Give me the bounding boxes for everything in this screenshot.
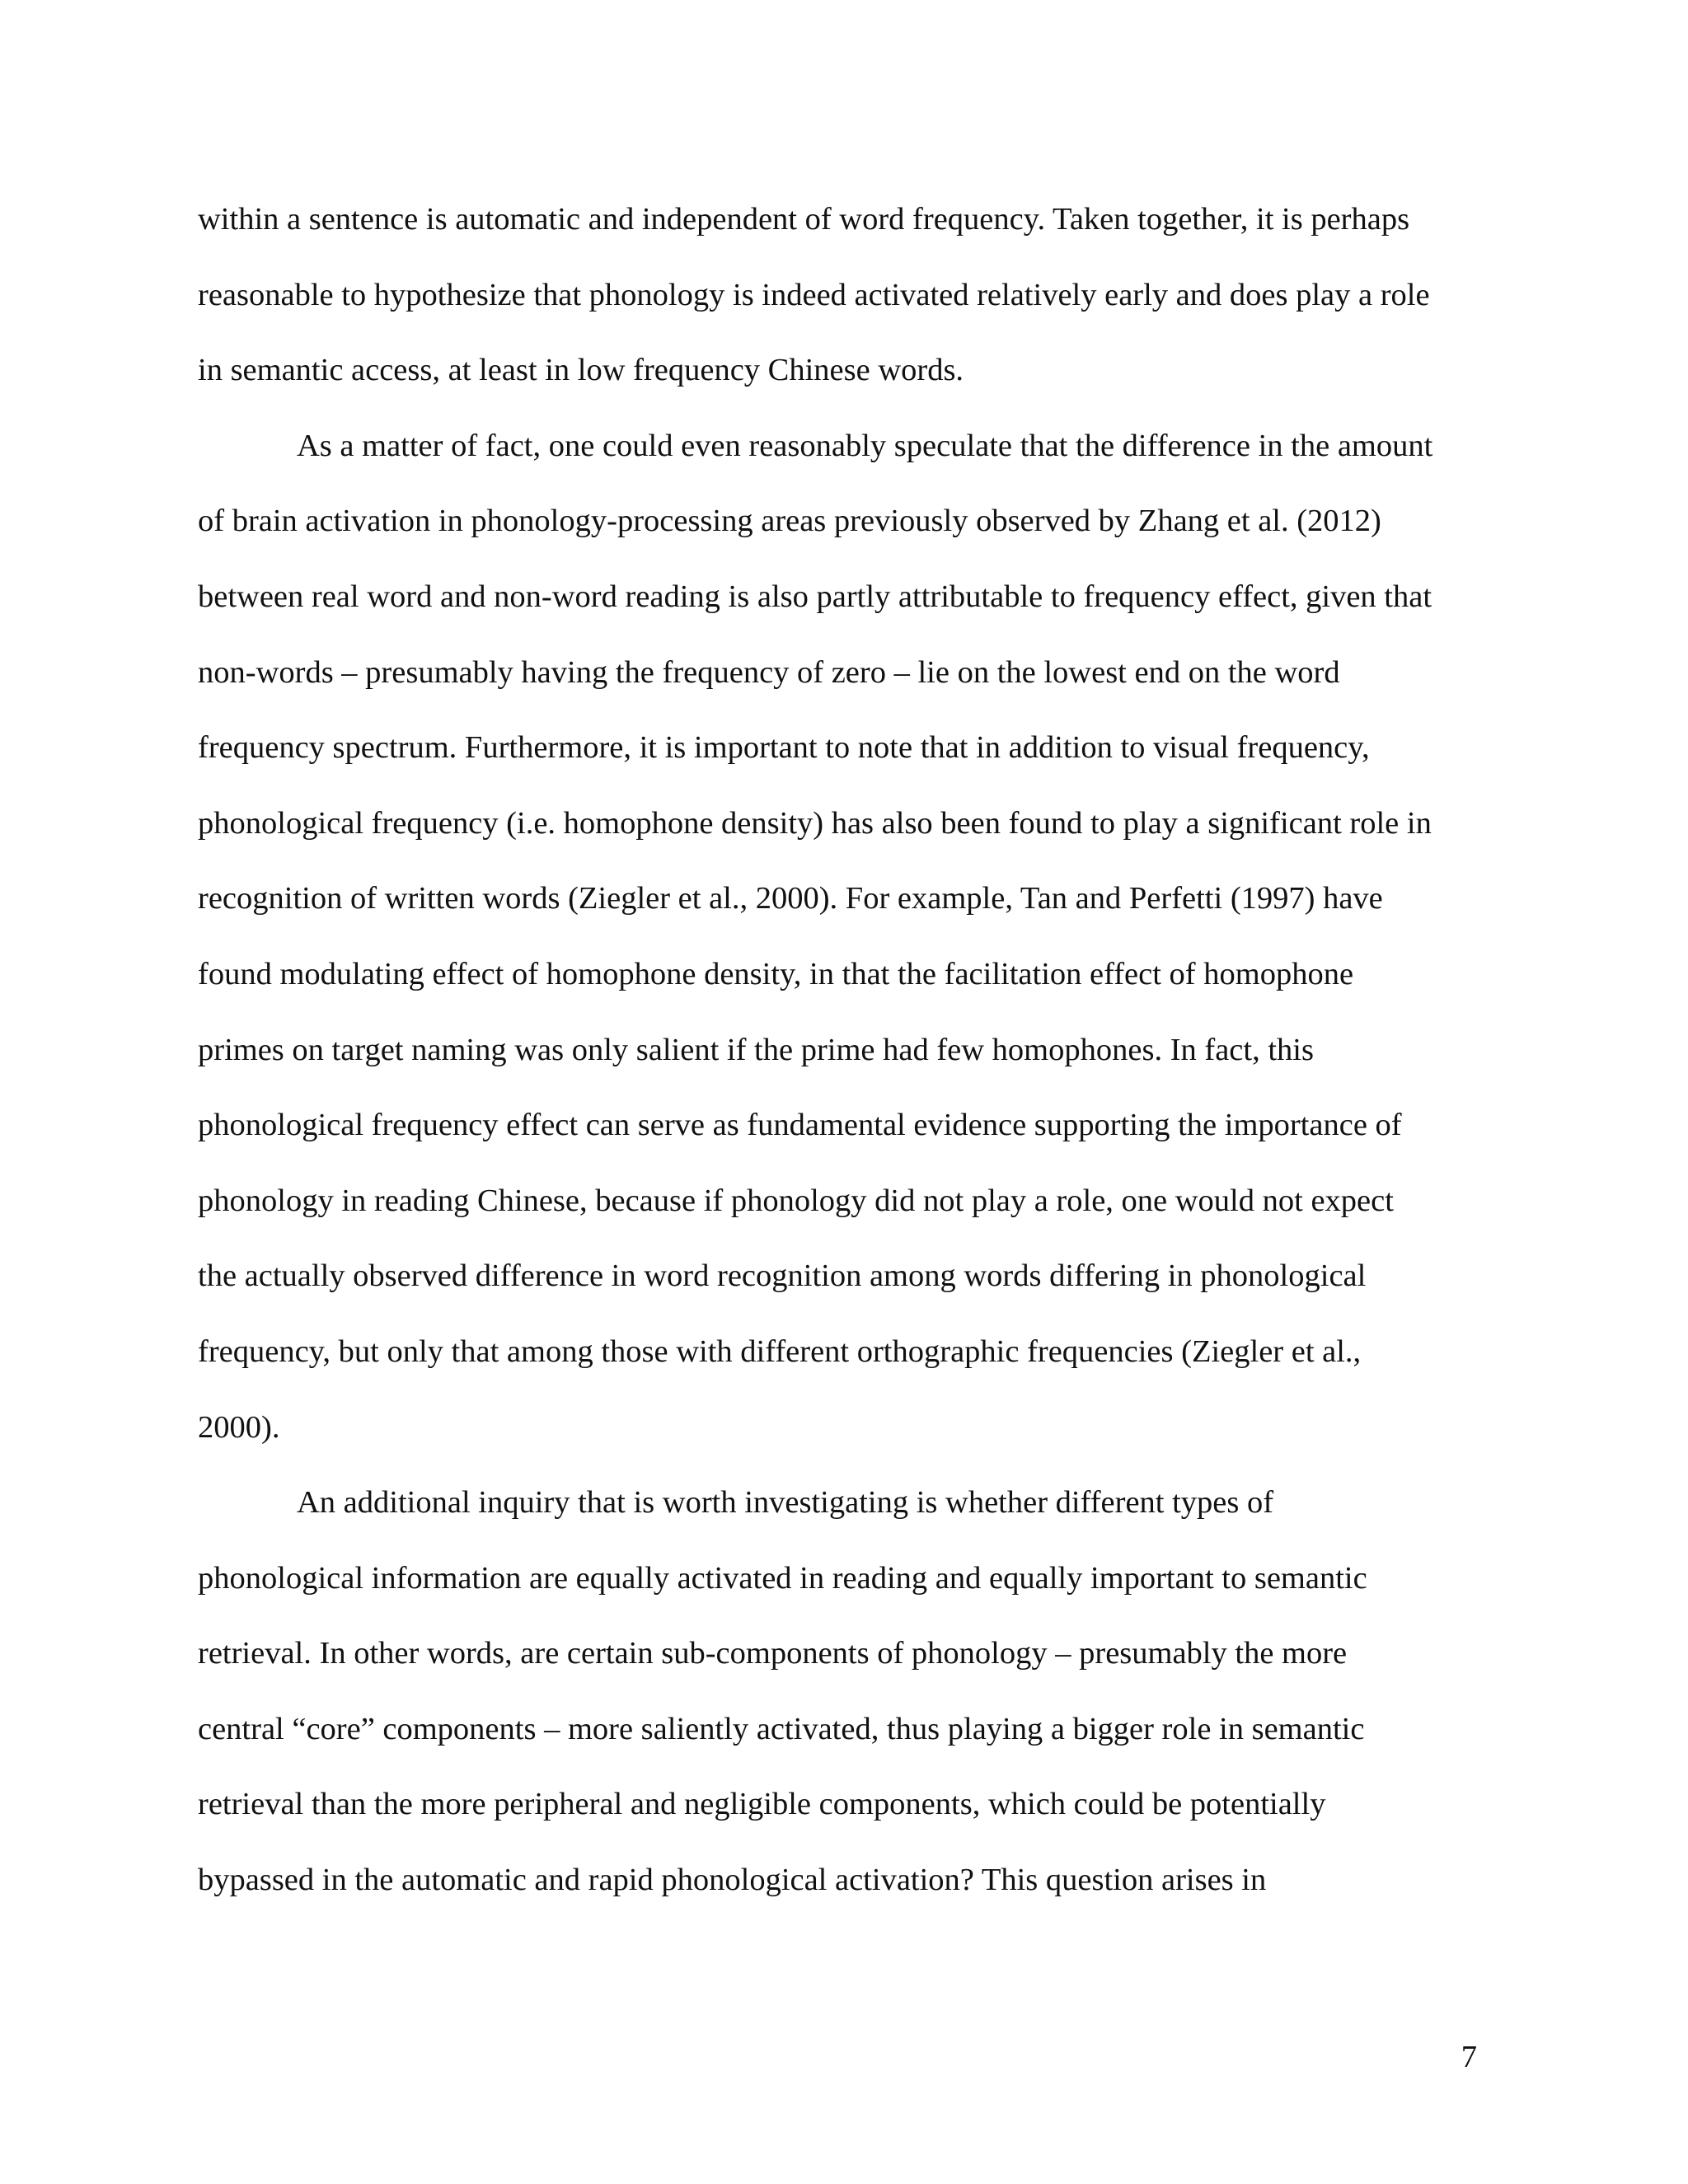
text-line: An additional inquiry that is worth investigating is whether different types of <box>297 1485 1274 1521</box>
paragraph <box>198 421 1492 1478</box>
text-line: in semantic access, at least in low frequency Chinese words. <box>198 353 964 388</box>
text-line: phonological frequency effect can serve as fundamental evidence supporting the importance of <box>198 1108 1402 1143</box>
text-line: bypassed in the automatic and rapid phonological activation? This question arises in <box>198 1863 1267 1898</box>
text-line: the actually observed difference in word recognition among words differing in phonological <box>198 1258 1367 1294</box>
text-line: central “core” components – more saliently activated, thus playing a bigger role in semantic <box>198 1711 1365 1746</box>
text-line: phonology in reading Chinese, because if phonology did not play a role, one would not expect <box>198 1183 1394 1218</box>
text-line: recognition of written words (Ziegler et al., 2000). For example, Tan and Perfetti (1997) have <box>198 881 1383 916</box>
text-line: phonological frequency (i.e. homophone density) has also been found to play a significant role in <box>198 805 1432 841</box>
text-line: reasonable to hypothesize that phonology is indeed activated relatively early and does play a role <box>198 277 1430 312</box>
paragraph <box>198 194 1492 421</box>
text-line: of brain activation in phonology-processing areas previously observed by Zhang et al. (2012) <box>198 504 1381 539</box>
text-line: frequency, but only that among those with different orthographic frequencies (Ziegler et al., <box>198 1333 1362 1369</box>
text-line: 2000). <box>198 1409 280 1445</box>
text-line: frequency spectrum. Furthermore, it is important to note that in addition to visual frequency, <box>198 730 1370 766</box>
body-text <box>198 194 1492 1931</box>
text-line: within a sentence is automatic and independent of word frequency. Taken together, it is perhaps <box>198 202 1410 237</box>
paragraph <box>198 1478 1492 1931</box>
page-number: 7 <box>1461 2040 1477 2074</box>
text-line: non-words – presumably having the frequency of zero – lie on the lowest end on the word <box>198 654 1340 690</box>
text-line: phonological information are equally activated in reading and equally important to semantic <box>198 1560 1367 1596</box>
text-line: between real word and non-word reading is also partly attributable to frequency effect, given that <box>198 579 1432 614</box>
text-line: primes on target naming was only salient if the prime had few homophones. In fact, this <box>198 1032 1314 1067</box>
text-line: retrieval. In other words, are certain sub-components of phonology – presumably the more <box>198 1636 1348 1671</box>
text-line: As a matter of fact, one could even reasonably speculate that the difference in the amount <box>297 428 1433 463</box>
text-line: found modulating effect of homophone density, in that the facilitation effect of homophone <box>198 956 1354 991</box>
text-line: retrieval than the more peripheral and negligible components, which could be potentially <box>198 1787 1326 1822</box>
